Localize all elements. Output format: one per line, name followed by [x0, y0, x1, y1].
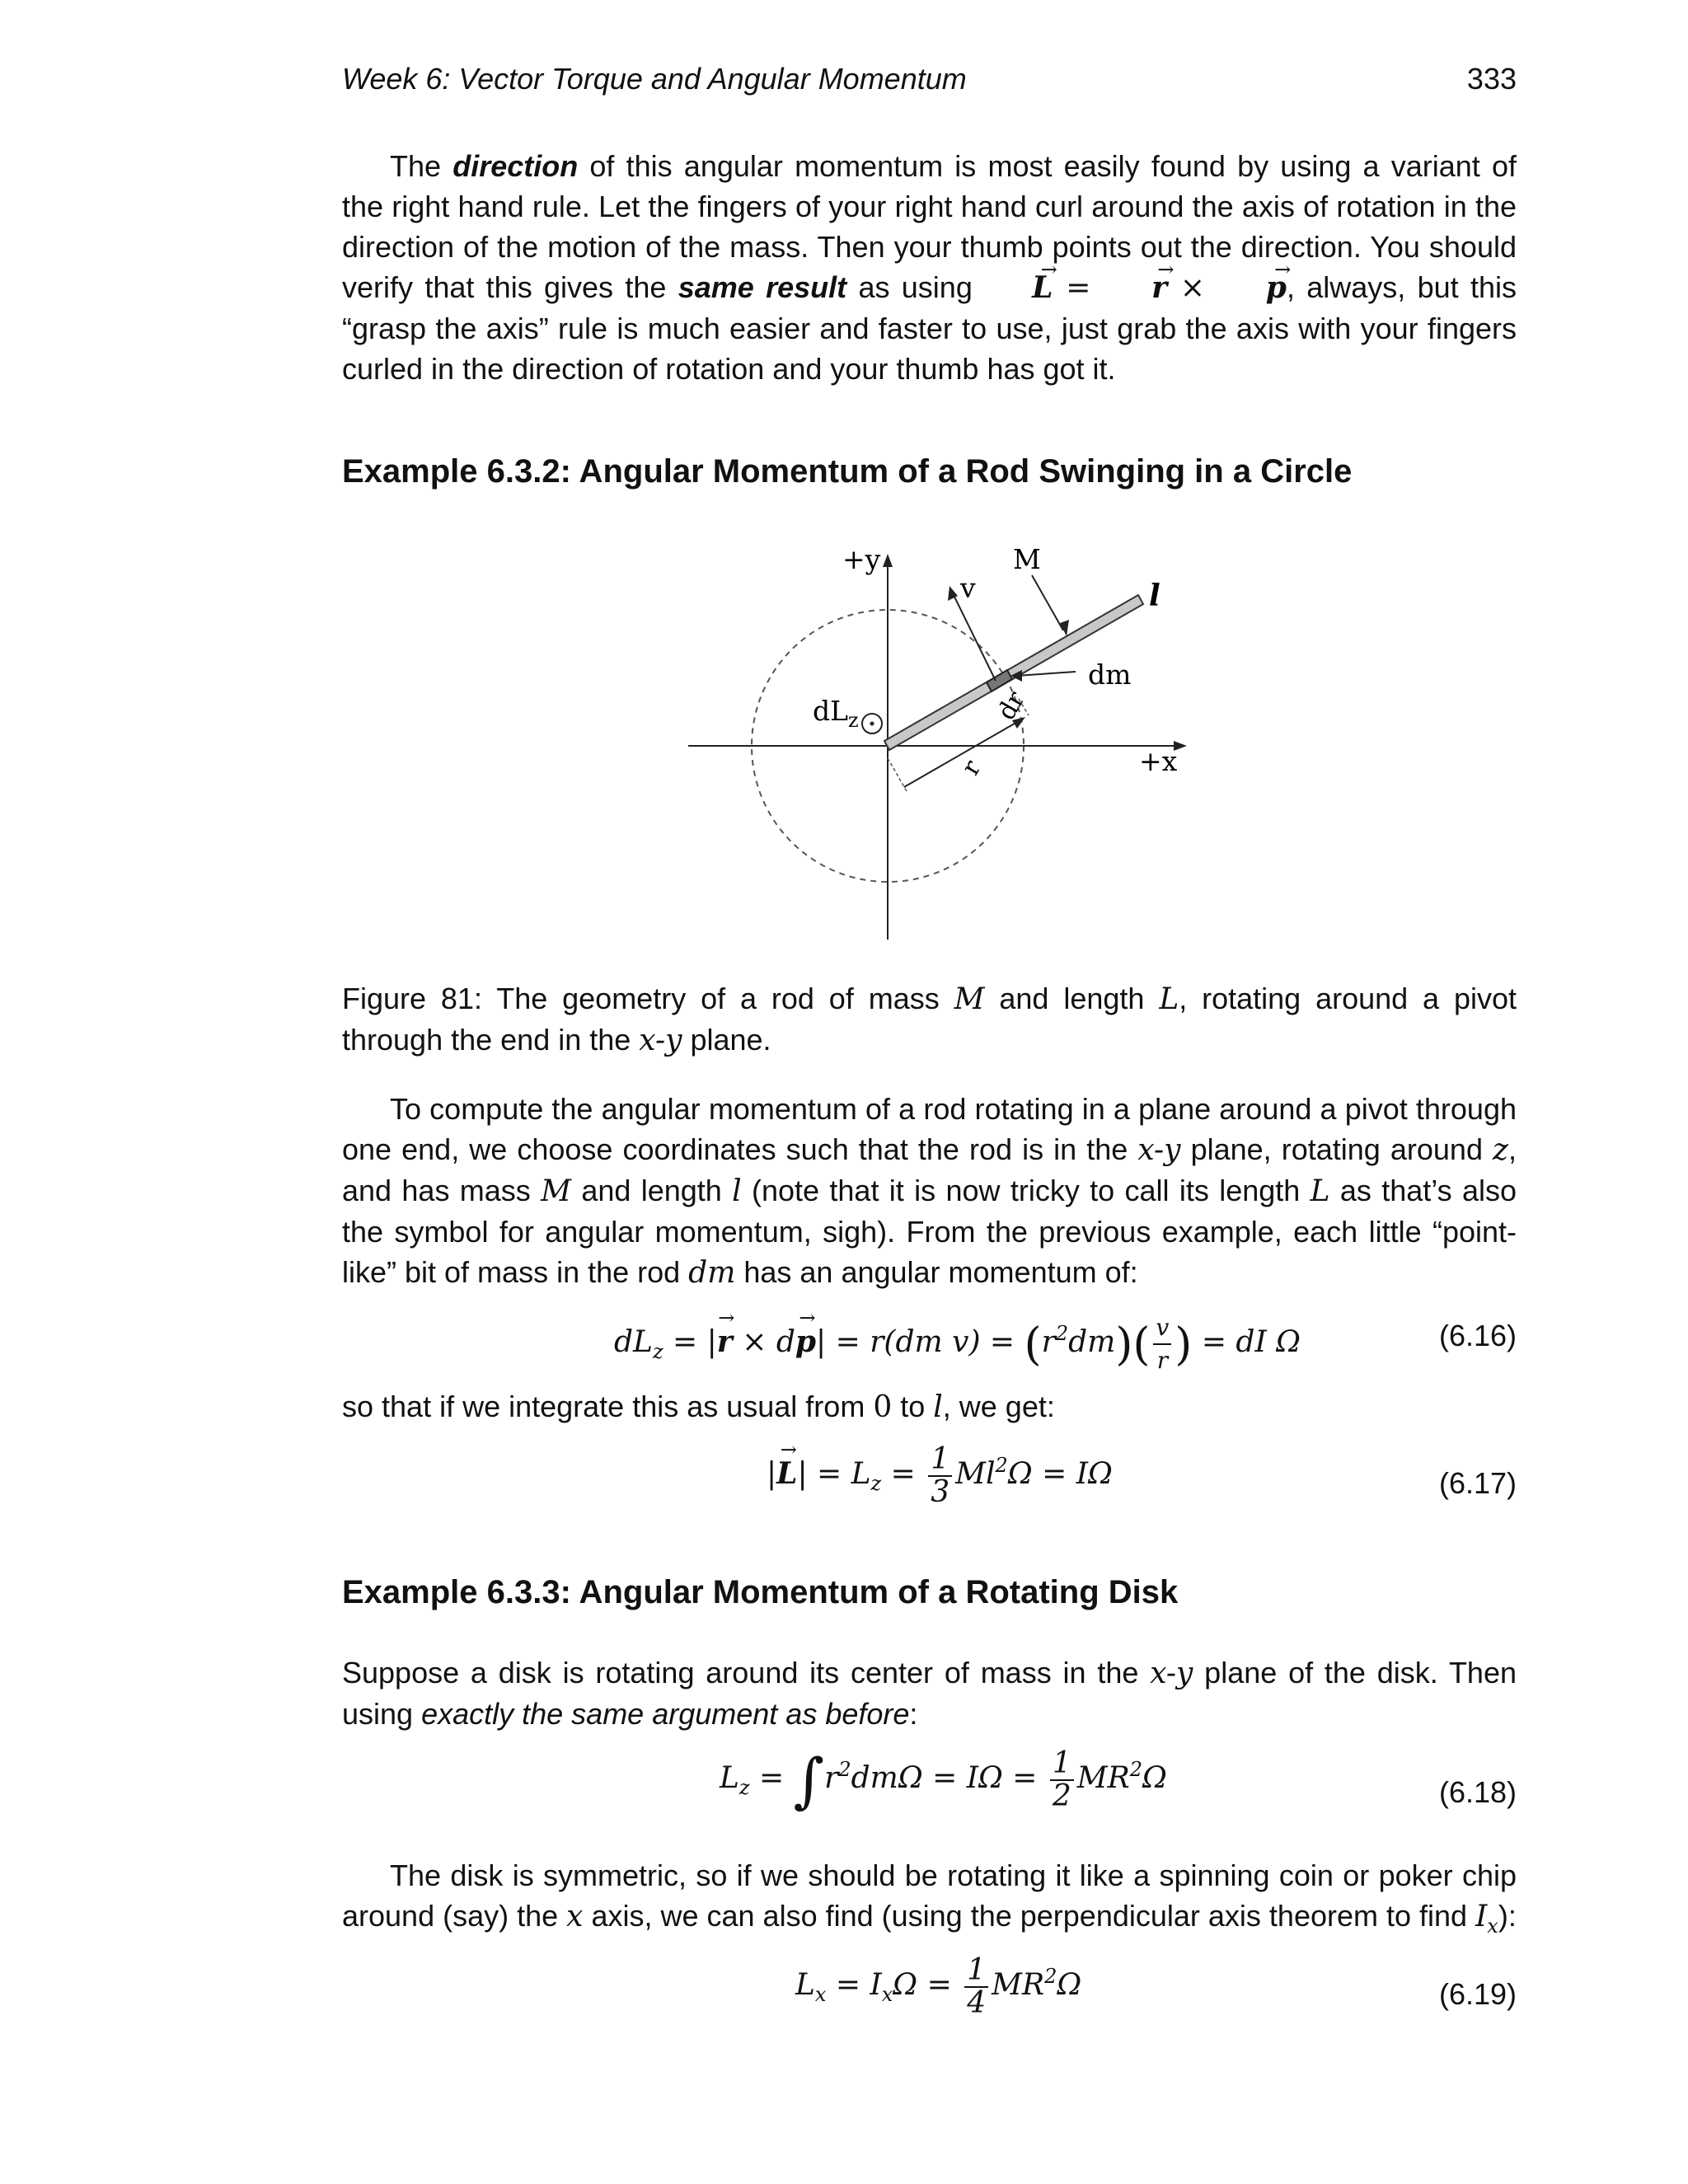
equation-number-6-19: (6.19) — [1438, 1977, 1517, 2011]
velocity-arrow — [953, 593, 996, 681]
label-l: l — [1149, 579, 1160, 613]
running-header — [342, 62, 1517, 103]
equation-number-6-16: (6.16) — [1438, 1319, 1517, 1352]
label-dLz: $dL_z$ — [813, 695, 859, 732]
equation-6-16: $dL_z$ = |→ r × d→ p| = r(dm $v) = (r^2dm)$( $\frac{v}{r}$ ) = dI Ω (6.16) — [342, 1312, 1517, 1370]
paragraph-rod-setup: To compute the angular momentum of a rod rotating in a plane around a pivot through one end, we choose coordinates such that the rod is in the x-y plane, rotating around z, and has mass M and length l (note that it is now tricky to call its length L as that’s also the symbol for angular momentum, sigh). From the previous example, each little “point-like” bit of mass in the rod dm has an angular momentum of: — [342, 1092, 1517, 1290]
equation-6-19: $L_x = I_x\Omega$ = $\frac{1}{4}$ $MR^2\Omega$ (6.19) — [795, 1953, 1517, 2020]
inline-equation-L-cross: → L = → r × → p — [984, 271, 1287, 305]
equation-6-18: $L_z = \int r^2dm\Omega = I\Omega$ = $\frac{1}{2}$ $MR^2\Omega$ (6.18) — [720, 1746, 1517, 1815]
label-plus-x: +x — [1139, 745, 1178, 777]
label-dm: dm — [1088, 658, 1132, 691]
y-axis-arrowhead — [883, 554, 893, 567]
header-title: Week 6: Vector Torque and Angular Momentum — [342, 62, 967, 96]
emphasis-same-result: same result — [678, 270, 847, 304]
example-heading-disk: Example 6.3.3: Angular Momentum of a Rotating Disk — [342, 1574, 1179, 1610]
label-r: r — [956, 755, 987, 780]
equation-number-6-17: (6.17) — [1438, 1466, 1517, 1500]
paragraph-integrate: so that if we integrate this as usual from 0 to l, we get: — [342, 1390, 1055, 1424]
label-v: v — [960, 572, 976, 604]
paragraph-disk: Suppose a disk is rotating around its center of mass in the x-y plane of the disk. Then using exactly the same argument as before: — [342, 1656, 1517, 1731]
r-tick-start — [888, 758, 907, 791]
emphasis-direction: direction — [452, 149, 579, 183]
paragraph-direction: The direction of this angular momentum is most easily found by using a variant of the right hand rule. Let the fingers of your right hand curl around the axis of rotation in the direction of the motion of the mass. Then your thumb points out the direction. You should verify that this gives the same result as using → L = → r × → p, always, but this “grasp the axis” rule is much easier and faster to use, just grab the axis with your fingers curled in the direction of rotation and your thumb has got it. — [342, 146, 1517, 389]
page-number: 333 — [1466, 62, 1517, 96]
label-dr: dr — [992, 687, 1031, 725]
mass-arrow — [1032, 575, 1063, 630]
figure-caption: Figure 81: The geometry of a rod of mass M and length L, rotating around a pivot through the end in the x-y plane. — [342, 982, 1517, 1057]
paragraph-disk-symmetric: The disk is symmetric, so if we should be rotating it like a spinning coin or poker chip around (say) the x axis, we can also find (using the perpendicular axis theorem to find $I_x$): — [342, 1858, 1517, 1938]
label-M: M — [1013, 543, 1041, 575]
equation-number-6-18: (6.18) — [1438, 1775, 1517, 1809]
label-plus-y: +y — [842, 543, 881, 575]
example-heading-rod: Example 6.3.2: Angular Momentum of a Rod Swinging in a Circle — [342, 453, 1353, 490]
figure-rod-diagram — [342, 540, 1517, 960]
equation-6-17: |→ $L| = L_z$ = $\frac{1}{3}$ $Ml^2\Omega = I\Omega$ (6.17) — [342, 1444, 1517, 1518]
